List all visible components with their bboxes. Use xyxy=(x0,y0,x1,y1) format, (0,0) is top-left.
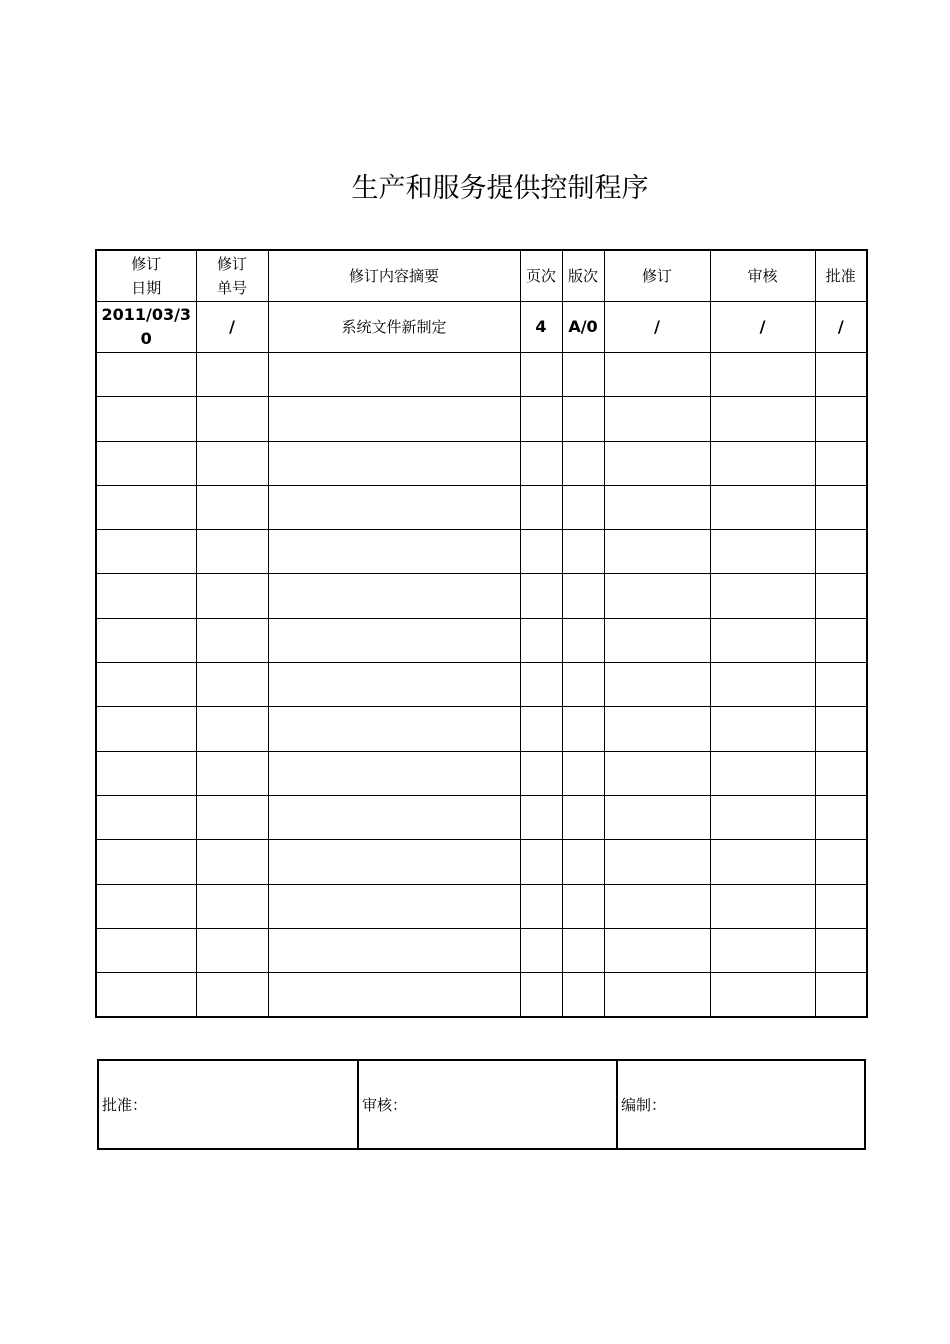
empty-cell[interactable] xyxy=(562,751,604,795)
header-revision-no xyxy=(196,250,268,302)
empty-cell[interactable] xyxy=(268,795,520,839)
header-revision-date-line2: 日期 xyxy=(131,279,162,297)
empty-cell[interactable] xyxy=(268,751,520,795)
empty-cell[interactable] xyxy=(710,707,815,751)
empty-cell[interactable] xyxy=(96,530,196,574)
table-row xyxy=(96,707,867,751)
header-summary: 修订内容摘要 xyxy=(268,250,520,302)
review-field[interactable]: 审核： xyxy=(358,1060,617,1149)
empty-cell[interactable] xyxy=(815,441,867,485)
empty-cell[interactable] xyxy=(604,707,710,751)
empty-cell[interactable] xyxy=(710,751,815,795)
signoff-row xyxy=(98,1060,865,1149)
empty-cell[interactable] xyxy=(196,973,268,1018)
empty-cell[interactable] xyxy=(196,441,268,485)
empty-cell[interactable] xyxy=(96,397,196,441)
empty-cell[interactable] xyxy=(562,441,604,485)
empty-cell[interactable] xyxy=(96,707,196,751)
cell-version: A/0 xyxy=(562,302,604,353)
empty-cell[interactable] xyxy=(196,707,268,751)
table-row xyxy=(96,751,867,795)
empty-cell[interactable] xyxy=(520,928,562,972)
empty-cell[interactable] xyxy=(196,663,268,707)
empty-cell[interactable] xyxy=(520,751,562,795)
table-row xyxy=(96,663,867,707)
cell-revision-no: / xyxy=(196,302,268,353)
empty-cell[interactable] xyxy=(268,485,520,529)
table-row xyxy=(96,574,867,618)
empty-cell[interactable] xyxy=(604,485,710,529)
table-row xyxy=(96,302,867,353)
empty-cell[interactable] xyxy=(562,795,604,839)
cell-summary: 系统文件新制定 xyxy=(268,302,520,353)
cell-reviewed-by: / xyxy=(710,302,815,353)
cell-date xyxy=(96,302,196,353)
header-revision-date xyxy=(96,250,196,302)
empty-cell[interactable] xyxy=(815,795,867,839)
empty-cell[interactable] xyxy=(562,928,604,972)
cell-approved-by: / xyxy=(815,302,867,353)
empty-cell[interactable] xyxy=(710,884,815,928)
empty-cell[interactable] xyxy=(562,973,604,1018)
empty-cell[interactable] xyxy=(710,397,815,441)
empty-cell[interactable] xyxy=(815,574,867,618)
empty-cell[interactable] xyxy=(815,618,867,662)
empty-cell[interactable] xyxy=(268,840,520,884)
empty-cell[interactable] xyxy=(604,530,710,574)
empty-cell[interactable] xyxy=(604,884,710,928)
empty-cell[interactable] xyxy=(562,397,604,441)
empty-cell[interactable] xyxy=(710,618,815,662)
cell-page: 4 xyxy=(520,302,562,353)
empty-cell[interactable] xyxy=(196,751,268,795)
empty-cell[interactable] xyxy=(710,574,815,618)
empty-cell[interactable] xyxy=(96,973,196,1018)
empty-cell[interactable] xyxy=(196,884,268,928)
empty-cell[interactable] xyxy=(562,840,604,884)
empty-cell[interactable] xyxy=(604,663,710,707)
empty-cell[interactable] xyxy=(710,973,815,1018)
table-row xyxy=(96,840,867,884)
empty-cell[interactable] xyxy=(268,707,520,751)
cell-date-text: 2011/03/30 xyxy=(101,305,192,348)
empty-cell[interactable] xyxy=(604,795,710,839)
header-version: 版次 xyxy=(562,250,604,302)
empty-cell[interactable] xyxy=(96,795,196,839)
empty-cell[interactable] xyxy=(520,973,562,1018)
empty-cell[interactable] xyxy=(562,574,604,618)
empty-cell[interactable] xyxy=(96,441,196,485)
header-reviewed-by: 审核 xyxy=(710,250,815,302)
table-row xyxy=(96,353,867,397)
empty-cell[interactable] xyxy=(815,707,867,751)
empty-cell[interactable] xyxy=(268,928,520,972)
empty-cell[interactable] xyxy=(520,795,562,839)
empty-cell[interactable] xyxy=(710,928,815,972)
empty-cell[interactable] xyxy=(196,353,268,397)
empty-cell[interactable] xyxy=(710,840,815,884)
empty-cell[interactable] xyxy=(196,485,268,529)
empty-cell[interactable] xyxy=(815,397,867,441)
empty-cell[interactable] xyxy=(562,530,604,574)
empty-cell[interactable] xyxy=(268,530,520,574)
empty-cell[interactable] xyxy=(520,574,562,618)
empty-cell[interactable] xyxy=(268,663,520,707)
header-row xyxy=(96,250,867,302)
empty-cell[interactable] xyxy=(520,530,562,574)
table-row xyxy=(96,397,867,441)
empty-cell[interactable] xyxy=(96,353,196,397)
empty-cell[interactable] xyxy=(520,397,562,441)
header-approved-by: 批准 xyxy=(815,250,867,302)
empty-cell[interactable] xyxy=(562,353,604,397)
empty-cell[interactable] xyxy=(268,574,520,618)
empty-cell[interactable] xyxy=(96,485,196,529)
empty-cell[interactable] xyxy=(604,618,710,662)
header-revision-date-line1: 修订 xyxy=(131,255,162,273)
header-page: 页次 xyxy=(520,250,562,302)
empty-cell[interactable] xyxy=(268,353,520,397)
empty-cell[interactable] xyxy=(520,707,562,751)
empty-cell[interactable] xyxy=(815,928,867,972)
empty-cell[interactable] xyxy=(96,663,196,707)
empty-cell[interactable] xyxy=(196,574,268,618)
cell-revised-by: / xyxy=(604,302,710,353)
empty-cell[interactable] xyxy=(196,530,268,574)
empty-cell[interactable] xyxy=(520,663,562,707)
empty-cell[interactable] xyxy=(604,928,710,972)
empty-cell[interactable] xyxy=(604,973,710,1018)
empty-cell[interactable] xyxy=(710,795,815,839)
empty-cell[interactable] xyxy=(96,840,196,884)
empty-cell[interactable] xyxy=(268,441,520,485)
empty-cell[interactable] xyxy=(562,618,604,662)
empty-cell[interactable] xyxy=(562,884,604,928)
empty-cell[interactable] xyxy=(96,574,196,618)
header-revision-no-line1: 修订 xyxy=(216,255,247,273)
empty-cell[interactable] xyxy=(604,840,710,884)
table-row xyxy=(96,441,867,485)
empty-cell[interactable] xyxy=(815,884,867,928)
empty-cell[interactable] xyxy=(196,840,268,884)
empty-cell[interactable] xyxy=(520,485,562,529)
empty-cell[interactable] xyxy=(196,397,268,441)
table-row xyxy=(96,884,867,928)
empty-cell[interactable] xyxy=(96,928,196,972)
empty-cell[interactable] xyxy=(520,840,562,884)
table-row xyxy=(96,973,867,1018)
empty-cell[interactable] xyxy=(196,795,268,839)
empty-cell[interactable] xyxy=(196,618,268,662)
empty-cell[interactable] xyxy=(96,884,196,928)
empty-cell[interactable] xyxy=(710,441,815,485)
empty-cell[interactable] xyxy=(520,618,562,662)
empty-cell[interactable] xyxy=(268,973,520,1018)
document-title: 生产和服务提供控制程序 xyxy=(351,173,649,204)
empty-cell[interactable] xyxy=(520,441,562,485)
signoff-table xyxy=(97,1059,866,1150)
header-revision-no-line2: 单号 xyxy=(216,279,247,297)
empty-cell[interactable] xyxy=(710,485,815,529)
table-row xyxy=(96,530,867,574)
revision-table xyxy=(95,249,868,1018)
empty-cell[interactable] xyxy=(268,397,520,441)
table-row xyxy=(96,795,867,839)
empty-cell[interactable] xyxy=(815,973,867,1018)
empty-cell[interactable] xyxy=(96,618,196,662)
empty-cell[interactable] xyxy=(196,928,268,972)
table-row xyxy=(96,928,867,972)
empty-cell[interactable] xyxy=(815,353,867,397)
approve-field[interactable]: 批准： xyxy=(98,1060,358,1149)
table-row xyxy=(96,618,867,662)
empty-cell[interactable] xyxy=(604,751,710,795)
empty-cell[interactable] xyxy=(268,884,520,928)
empty-cell[interactable] xyxy=(604,441,710,485)
empty-cell[interactable] xyxy=(710,353,815,397)
empty-cell[interactable] xyxy=(815,840,867,884)
empty-cell[interactable] xyxy=(815,751,867,795)
empty-cell[interactable] xyxy=(815,485,867,529)
empty-cell[interactable] xyxy=(562,663,604,707)
prepare-field[interactable]: 编制： xyxy=(617,1060,865,1149)
empty-cell[interactable] xyxy=(520,884,562,928)
header-revised-by: 修订 xyxy=(604,250,710,302)
empty-cell[interactable] xyxy=(562,707,604,751)
empty-cell[interactable] xyxy=(604,574,710,618)
empty-cell[interactable] xyxy=(604,353,710,397)
empty-cell[interactable] xyxy=(604,397,710,441)
empty-cell[interactable] xyxy=(815,663,867,707)
empty-cell[interactable] xyxy=(710,530,815,574)
empty-cell[interactable] xyxy=(815,530,867,574)
empty-cell[interactable] xyxy=(710,663,815,707)
empty-cell[interactable] xyxy=(562,485,604,529)
empty-cell[interactable] xyxy=(96,751,196,795)
empty-cell[interactable] xyxy=(268,618,520,662)
empty-cell[interactable] xyxy=(520,353,562,397)
table-row xyxy=(96,485,867,529)
